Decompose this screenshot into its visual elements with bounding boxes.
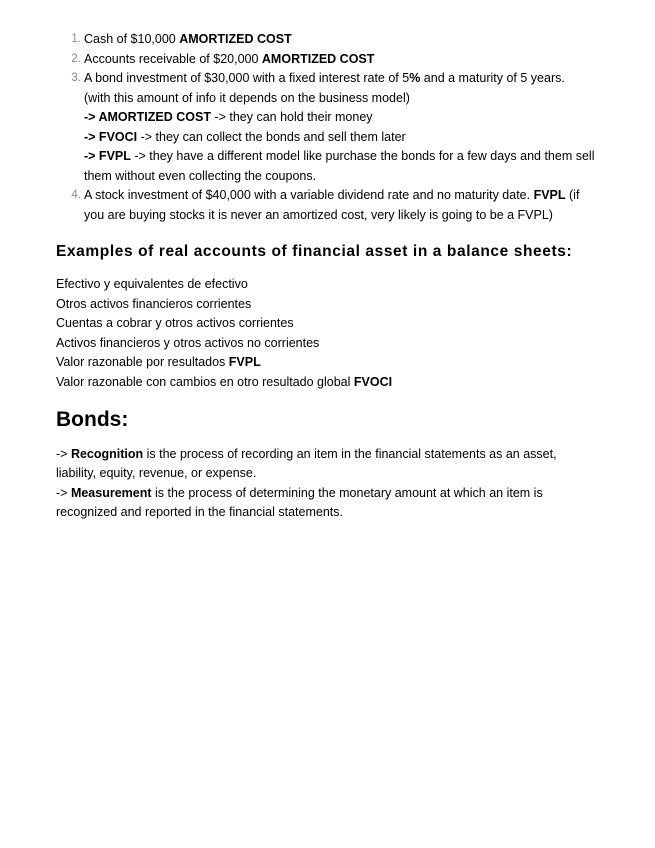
accounts-list <box>56 275 599 393</box>
account-line <box>56 275 599 295</box>
account-line <box>56 314 599 334</box>
account-name: Valor razonable por resultados <box>56 355 229 370</box>
account-name: Otros activos financieros corrientes <box>56 296 252 311</box>
list-item-text: Cash of $10,000 <box>84 32 180 46</box>
model-line <box>84 108 599 128</box>
list-item-text: (if you are buying stocks it is never an amortized cost, very likely is going to be a FVPL) <box>84 188 580 222</box>
classification-label: FVPL <box>533 188 566 202</box>
definition-recognition <box>56 445 599 484</box>
bonds-heading: Bonds: <box>56 407 129 431</box>
model-label: -> FVOCI <box>84 129 138 144</box>
account-classification: FVOCI <box>353 374 393 389</box>
account-line <box>56 353 599 373</box>
list-item-text: Accounts receivable of $20,000 <box>84 51 262 66</box>
definition-text: is the process of recording an item in the financial statements as an asset, liability, equity, revenue, or expense. <box>56 446 557 481</box>
classification-label: AMORTIZED COST <box>179 32 292 46</box>
list-item <box>56 69 599 186</box>
account-name: Efectivo y equivalentes de efectivo <box>56 277 248 291</box>
list-number: 1. <box>71 33 81 45</box>
definition-term: Recognition <box>70 446 144 461</box>
model-text: -> they have a different model like purchase the bonds for a few days and them sell them without even collecting the coupons. <box>84 149 595 183</box>
account-name: Valor razonable con cambios en otro resultado global <box>56 374 354 389</box>
definition-text: is the process of determining the monetary amount at which an item is recognized and reported in the financial statements. <box>56 485 543 520</box>
list-item-text: and a maturity of 5 years. <box>420 71 565 85</box>
definition-term: Measurement <box>70 485 152 500</box>
list-item-text: A bond investment of $30,000 with a fixed interest rate of 5 <box>84 71 410 85</box>
model-text: -> they can collect the bonds and sell them later <box>137 129 406 144</box>
account-line <box>56 334 599 354</box>
list-number: 2. <box>71 52 81 65</box>
list-number: 3. <box>71 72 81 84</box>
model-text: -> they can hold their money <box>210 110 373 124</box>
arrow-prefix: -> <box>56 485 71 500</box>
percent-sign: % <box>409 71 421 85</box>
business-model-note: (with this amount of info it depends on the business model) <box>84 90 410 105</box>
account-line <box>56 373 599 393</box>
list-item <box>56 30 599 50</box>
classification-label: AMORTIZED COST <box>261 51 375 66</box>
account-classification: FVPL <box>228 355 261 370</box>
list-item <box>56 50 599 70</box>
account-name: Activos financieros y otros activos no corrientes <box>56 335 320 350</box>
account-line <box>56 295 599 315</box>
list-number: 4. <box>71 189 81 201</box>
list-item <box>56 186 599 225</box>
asset-classification-list <box>56 30 599 225</box>
model-line <box>84 128 599 148</box>
model-label: -> FVPL <box>84 149 131 163</box>
model-line <box>84 147 599 186</box>
arrow-prefix: -> <box>56 446 71 461</box>
examples-heading: Examples of real accounts of financial asset in a balance sheets: <box>56 243 573 260</box>
model-label: -> AMORTIZED COST <box>84 110 211 124</box>
account-name: Cuentas a cobrar y otros activos corrientes <box>56 316 294 331</box>
list-item-text: A stock investment of $40,000 with a variable dividend rate and no maturity date. <box>84 188 534 202</box>
definition-measurement <box>56 484 599 523</box>
